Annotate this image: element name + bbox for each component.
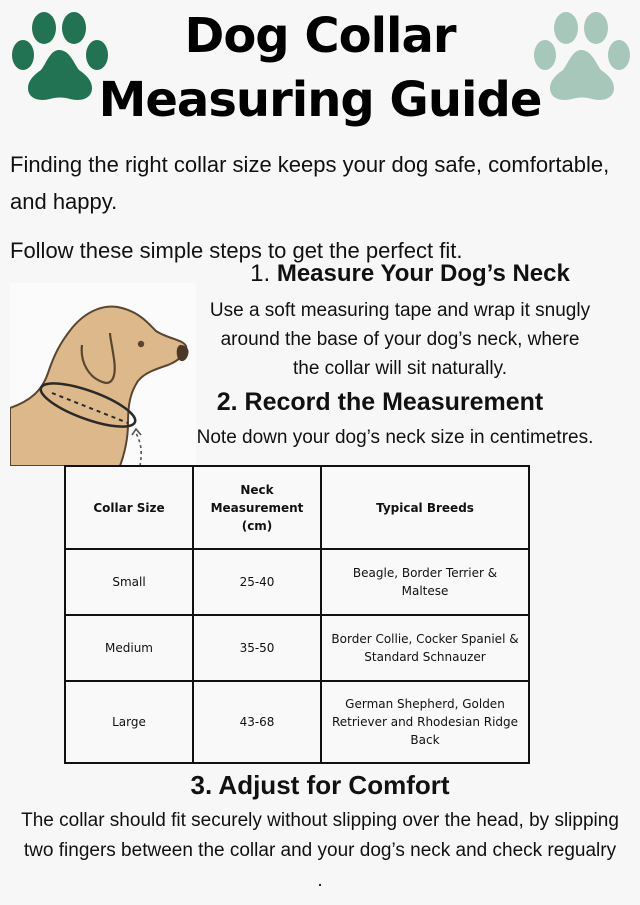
intro-section	[10, 146, 630, 269]
column-header-typical-breeds: Typical Breeds	[321, 466, 529, 549]
collar-size-table	[64, 465, 530, 764]
step-1-title: Measure Your Dog’s Neck	[276, 260, 570, 287]
intro-paragraph-2: Follow these simple steps to get the perfect fit.	[10, 238, 463, 263]
step-2-body: Note down your dog’s neck size in centimetres.	[196, 427, 594, 448]
page-title	[0, 8, 640, 128]
step-1-number: 1.	[250, 260, 271, 287]
cell-typical-breeds: German Shepherd, Golden Retriever and Rhodesian Ridge Back	[321, 681, 529, 763]
cell-collar-size: Large	[65, 681, 193, 763]
title-line-1: Dog Collar	[184, 8, 456, 64]
table-header-row	[65, 466, 529, 549]
cell-neck-measurement: 25-40	[193, 549, 321, 615]
cell-typical-breeds: Border Collie, Cocker Spaniel & Standard Schnauzer	[321, 615, 529, 681]
table-row	[65, 549, 529, 615]
title-line-2: Measuring Guide	[98, 72, 542, 128]
cell-neck-measurement: 43-68	[193, 681, 321, 763]
table-row	[65, 615, 529, 681]
cell-typical-breeds: Beagle, Border Terrier & Maltese	[321, 549, 529, 615]
step-3-heading: 3. Adjust for Comfort	[190, 770, 450, 800]
cell-collar-size: Medium	[65, 615, 193, 681]
column-header-neck-measurement: Neck Measurement (cm)	[193, 466, 321, 549]
step-1-heading	[180, 258, 640, 290]
cell-neck-measurement: 35-50	[193, 615, 321, 681]
cell-collar-size: Small	[65, 549, 193, 615]
step-3-body: The collar should fit securely without slipping over the head, by slipping two fingers between the collar and your dog’s neck and check regualry .	[21, 810, 619, 891]
dog-neck-illustration	[10, 283, 196, 466]
step-2-heading: 2. Record the Measurement	[216, 388, 544, 416]
step-1-body: Use a soft measuring tape and wrap it snugly around the base of your dog’s neck, where the collar will sit naturally.	[209, 300, 591, 379]
intro-paragraph-1: Finding the right collar size keeps your dog safe, comfortable, and happy.	[10, 152, 610, 214]
table-row	[65, 681, 529, 763]
column-header-collar-size: Collar Size	[65, 466, 193, 549]
